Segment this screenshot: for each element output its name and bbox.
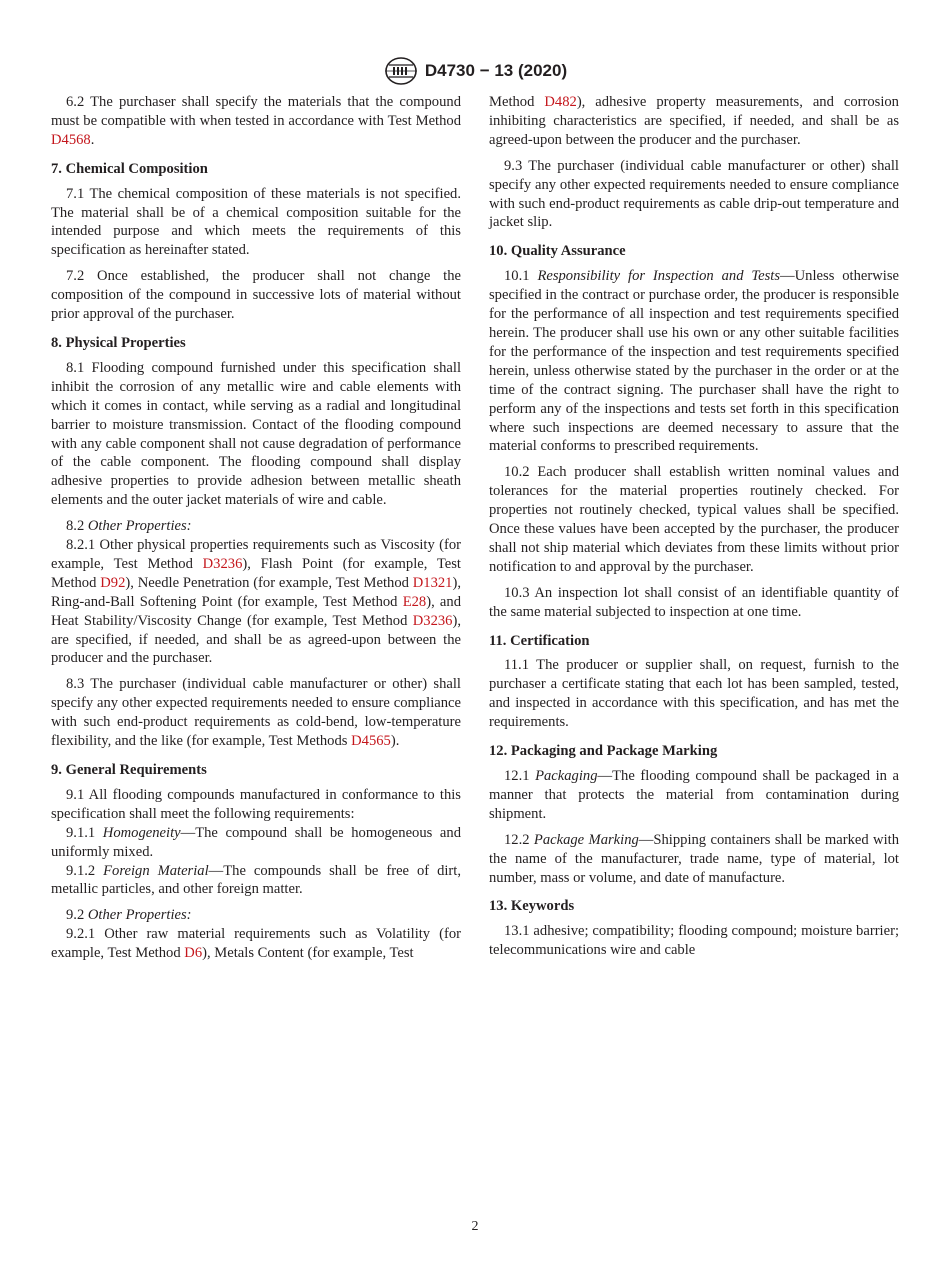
paragraph-9-1-2: 9.1.2 Foreign Material—The compounds shall be free of dirt, metallic particles, and other foreign matter. <box>51 862 461 898</box>
paragraph-8-1: 8.1 Flooding compound furnished under this specification shall inhibit the corrosion of any metallic wire and cable elements with which it comes in contact, while serving as a radial and longitudinal barrier to moisture transmission. Contact of the flooding compound with any cable component shall not cause degradation of performance of the cable component. The flooding compound shall display adhesive properties to provide adhesion between metallic sheath elements and the outer jacket materials of wire and cable. <box>51 359 461 509</box>
reference-link[interactable]: D4568 <box>51 131 91 148</box>
paragraph-7-1: 7.1 The chemical composition of these materials is not specified. The material shall be of a chemical composition suitable for the intended purpose and which meets the requirements of this specification as hereinafter stated. <box>51 185 461 259</box>
paragraph-8-3: 8.3 The purchaser (individual cable manufacturer or other) shall specify any other expected requirements needed to ensure compliance with such end-product requirements as cold-bend, low-temperature flexibility, and the like (for example, Test Methods D4565). <box>51 676 461 750</box>
left-column <box>51 93 461 970</box>
reference-link[interactable]: D3236 <box>202 555 243 572</box>
paragraph-9-3: 9.3 The purchaser (individual cable manufacturer or other) shall specify any other expected requirements needed to ensure compliance with such end-product requirements as cable drip-out temperature and jacket slip. <box>489 157 899 231</box>
reference-link[interactable]: D3236 <box>412 612 453 629</box>
reference-link[interactable]: D482 <box>544 94 577 110</box>
paragraph-9-2: 9.2 Other Properties: <box>66 907 192 924</box>
paragraph-12-1: 12.1 Packaging—The flooding compound shall be packaged in a manner that protects the material from contamination during shipment. <box>489 768 899 822</box>
paragraph-8-2: 8.2 Other Properties: <box>66 518 192 535</box>
paragraph-9-1-1: 9.1.1 Homogeneity—The compound shall be homogeneous and uniformly mixed. <box>51 824 461 860</box>
paragraph-8-2-1: 8.2.1 Other physical properties requirements such as Viscosity (for example, Test Method D3236), Flash Point (for example, Test Method D92), Needle Penetration (for example, Test Method D1321), Ring-and-Ball Softening Point (for example, Test Method E28), and Heat Stability/Viscosity Change (for example, Test Method D3236), are specified, if needed, and shall be as agreed-upon between the producer and the purchaser. <box>51 537 461 667</box>
section-heading-12: 12. Packaging and Package Marking <box>489 743 718 760</box>
section-heading-11: 11. Certification <box>489 632 590 649</box>
paragraph-9-2-1: 9.2.1 Other raw material requirements such as Volatility (for example, Test Method D6), Metals Content (for example, Test <box>51 926 461 962</box>
section-heading-7: 7. Chemical Composition <box>51 160 208 177</box>
paragraph-9-1: 9.1 All flooding compounds manufactured in conformance to this specification shall meet the following requirements: <box>51 786 461 822</box>
paragraph-9-2-1-continued: Method D482), adhesive property measurements, and corrosion inhibiting characteristics are specified, if needed, and shall be as agreed-upon between the producer and the purchaser. <box>489 94 899 148</box>
section-heading-10: 10. Quality Assurance <box>489 243 626 260</box>
paragraph-12-2: 12.2 Package Marking—Shipping containers shall be marked with the name of the manufacturer, trade name, type of material, lot number, mass or volume, and date of manufacture. <box>489 831 899 886</box>
paragraph-10-1: 10.1 Responsibility for Inspection and Tests—Unless otherwise specified in the contract or purchase order, the producer is responsible for the performance of all inspection and test requirements specified herein. The producer shall use his own or any other suitable facilities for the performance of the inspection and test requirements specified herein, unless otherwise stated by the purchaser in the order or at the time of the contract signing. The purchaser shall have the right to perform any of the inspections and tests set forth in this specification where such inspections are deemed necessary to assure that the material conforms to prescribed requirements. <box>489 268 899 455</box>
reference-link[interactable]: D1321 <box>412 574 453 591</box>
section-heading-9: 9. General Requirements <box>51 762 207 778</box>
paragraph-13-1: 13.1 adhesive; compatibility; flooding compound; moisture barrier; telecommunications wire and cable <box>489 923 899 959</box>
right-column <box>489 93 899 967</box>
paragraph-10-3: 10.3 An inspection lot shall consist of an identifiable quantity of the same material subjected to inspection at one time. <box>489 584 899 620</box>
reference-link[interactable]: D6 <box>184 945 203 962</box>
reference-link[interactable]: D4565 <box>351 733 391 750</box>
document-designation: D4730 − 13 (2020) <box>424 61 568 80</box>
astm-logo-icon <box>383 56 419 86</box>
paragraph-7-2: 7.2 Once established, the producer shall not change the composition of the compound in successive lots of material without prior approval of the purchaser. <box>51 268 461 323</box>
page-number: 2 <box>471 1219 479 1234</box>
page-header <box>0 56 950 91</box>
paragraph-6-2: 6.2 The purchaser shall specify the materials that the compound must be compatible with when tested in accordance with Test Method D4568. <box>51 94 461 148</box>
reference-link[interactable]: D92 <box>100 574 126 591</box>
reference-link[interactable]: E28 <box>402 593 427 610</box>
paragraph-10-2: 10.2 Each producer shall establish written nominal values and tolerances for the material properties routinely checked. For properties not routinely checked, typical values shall be specified. Once these values have been accepted by the purchaser, the producer shall not ship material which deviates from these limits without prior notification to and approval by the purchaser. <box>489 464 899 575</box>
paragraph-11-1: 11.1 The producer or supplier shall, on request, furnish to the purchaser a certificate stating that each lot has been sampled, tested, and inspected in accordance with this specification, and has met the requirements. <box>489 657 899 731</box>
section-heading-8: 8. Physical Properties <box>51 334 186 351</box>
section-heading-13: 13. Keywords <box>489 898 575 915</box>
